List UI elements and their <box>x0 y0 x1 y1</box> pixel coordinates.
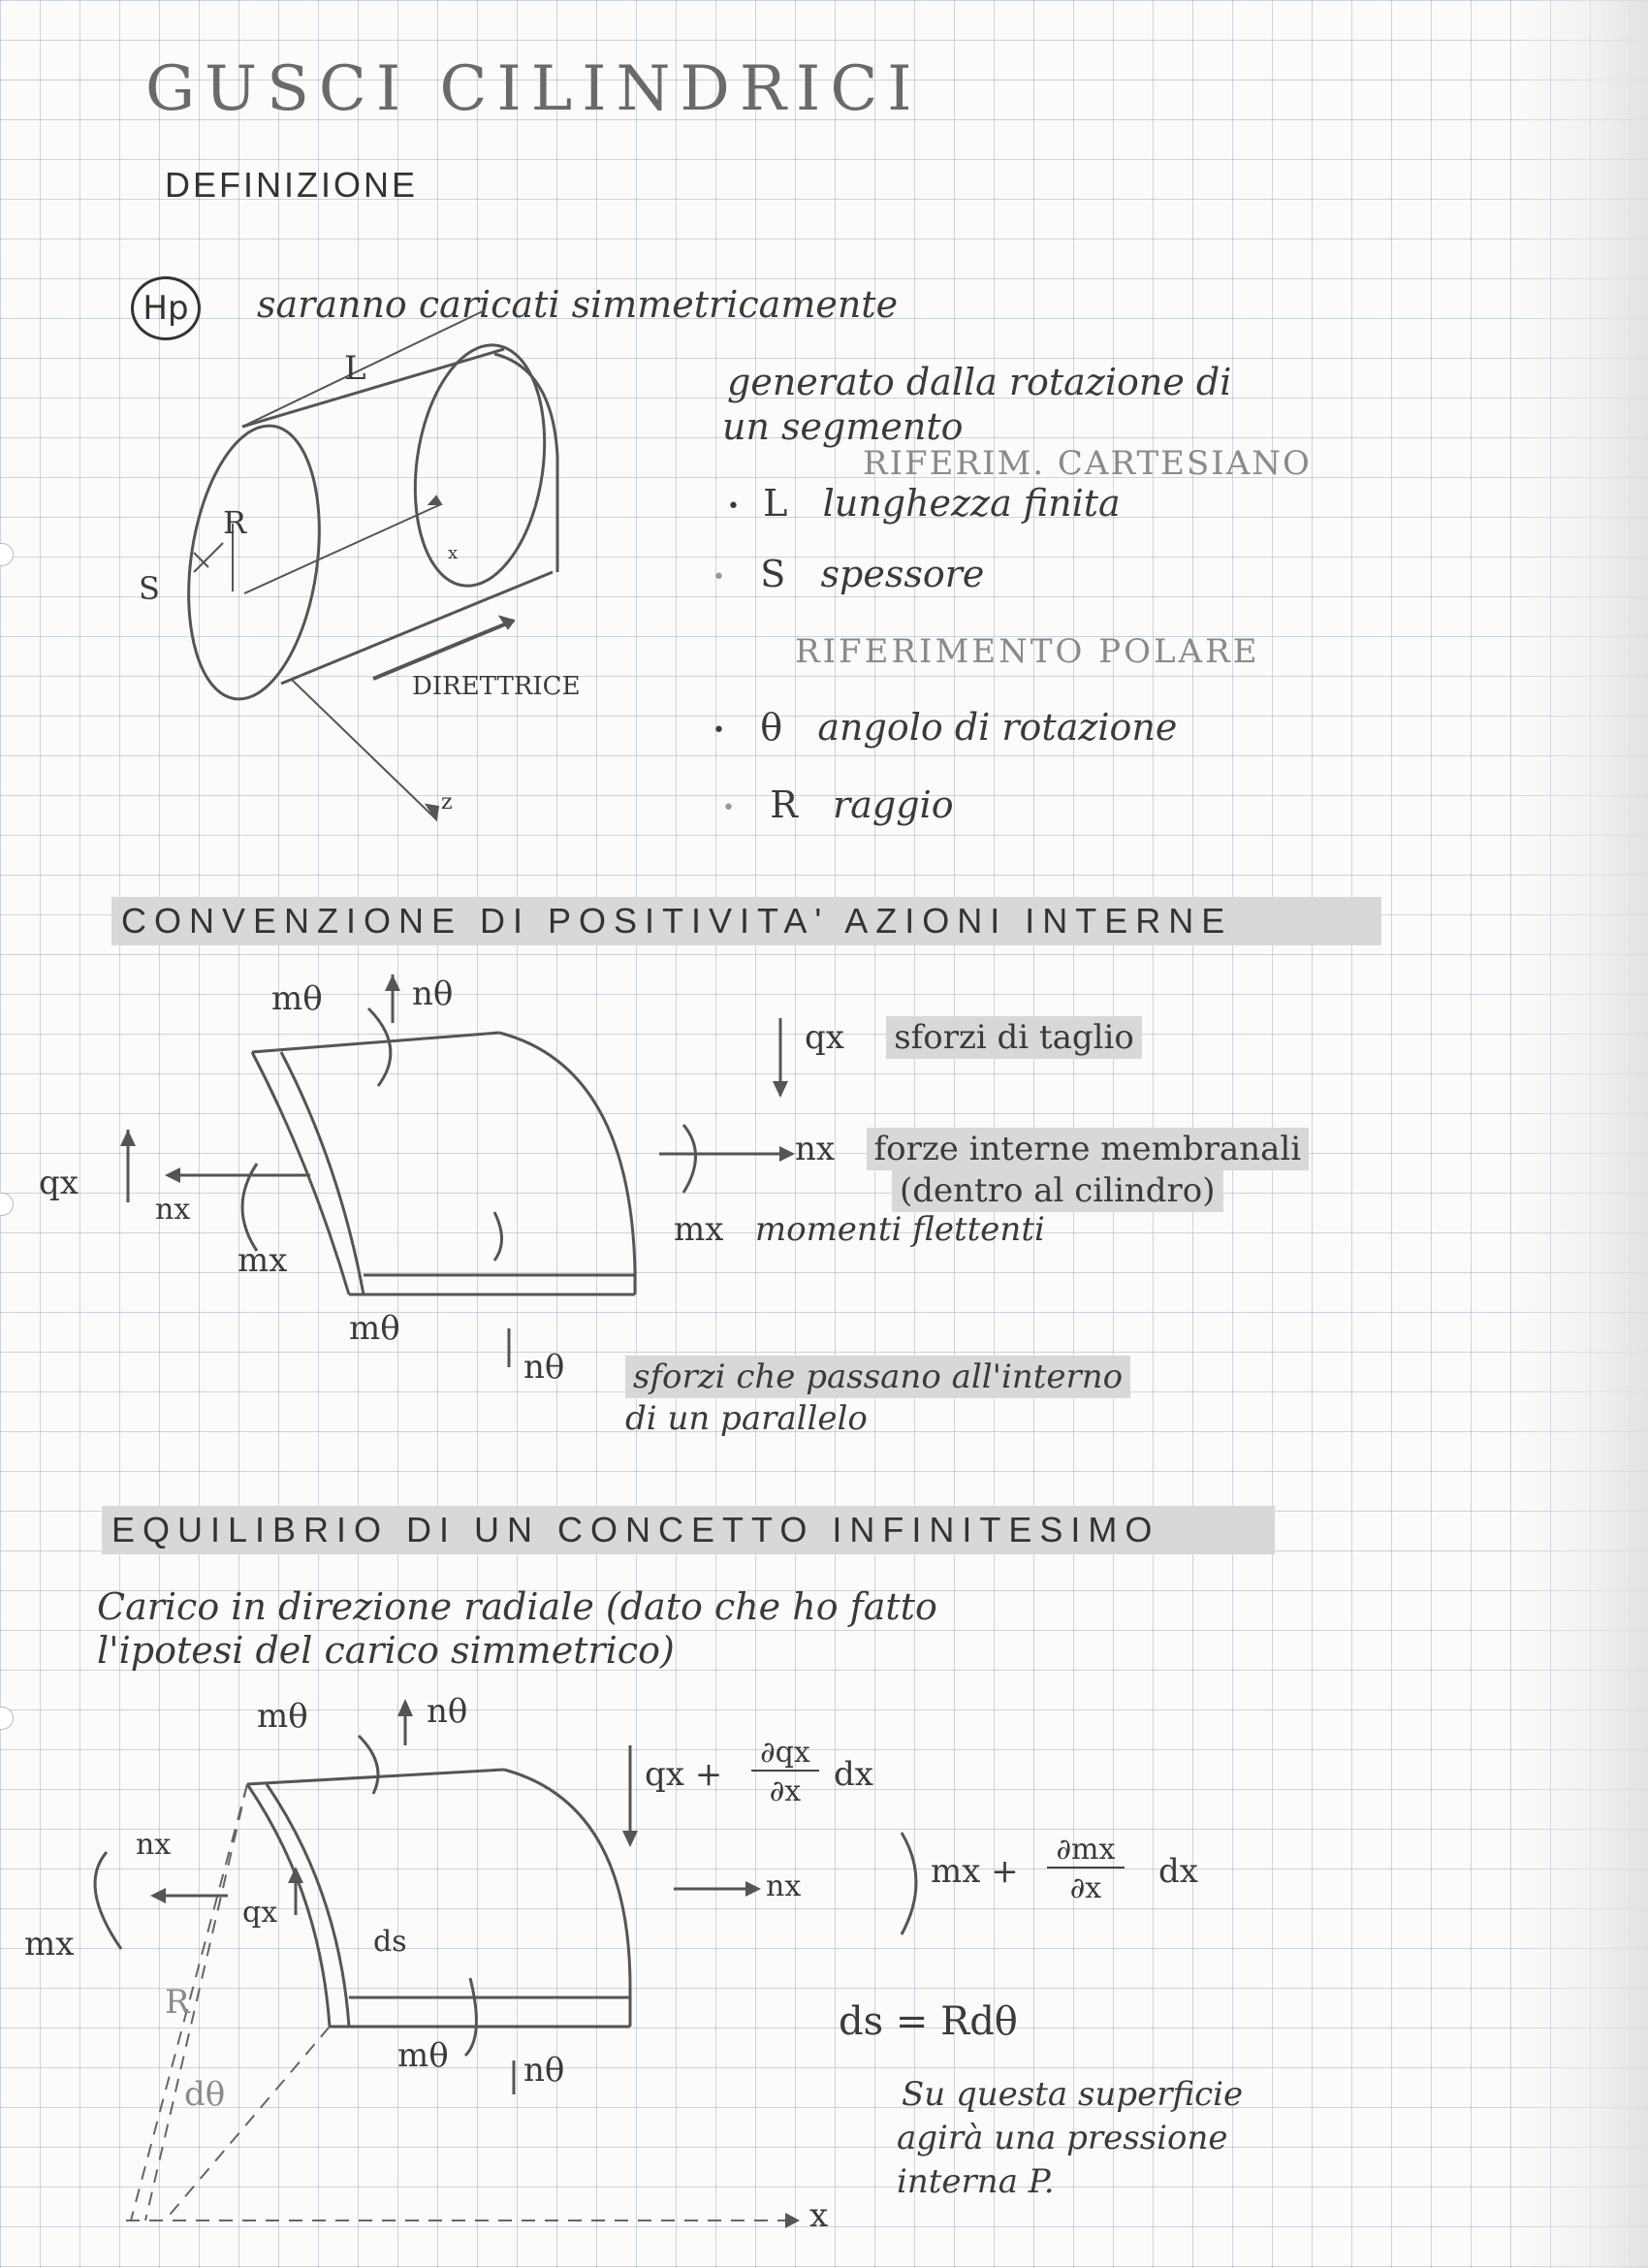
equilibrium-heading: EQUILIBRIO DI UN CONCETTO INFINITESIMO <box>102 1506 1275 1554</box>
legend-symbol: mx <box>674 1210 724 1249</box>
ds-formula: ds = Rdθ <box>839 1999 1018 2044</box>
legend-text: momenti flettenti <box>754 1210 1045 1249</box>
page-title: GUSCI CILINDRICI <box>145 53 922 125</box>
eq-dqx-num: ∂qx <box>751 1736 819 1772</box>
label-R: R <box>223 504 247 541</box>
equilibrium-intro-line1: Carico in direzione radiale (dato che ho fatto <box>97 1585 937 1628</box>
legend-text: forze interne membranali <box>867 1128 1310 1170</box>
legend-symbol: nx <box>795 1130 836 1168</box>
eq-dmx-den: ∂x <box>1069 1871 1102 1905</box>
eq-dqx-dx: dx <box>834 1755 873 1794</box>
legend-symbol: qx <box>805 1018 844 1057</box>
label-z: z <box>441 790 453 815</box>
conv-qx-left: qx <box>39 1164 79 1202</box>
eq-dqx-den: ∂x <box>769 1774 802 1808</box>
convention-heading: CONVENZIONE DI POSITIVITA' AZIONI INTERNE <box>111 897 1381 945</box>
conv-m-theta-top: mθ <box>271 979 323 1018</box>
eq-nx-right: nx <box>766 1869 802 1903</box>
n-theta-desc-line2: di un parallelo <box>625 1399 868 1438</box>
eq-dmx-num: ∂mx <box>1047 1833 1125 1869</box>
list-item-length: • L lunghezza finita <box>727 482 1121 525</box>
hp-badge: Hp <box>131 276 201 340</box>
cartesian-ref: RIFERIM. CARTESIANO <box>863 444 1312 483</box>
list-symbol: θ <box>760 706 783 749</box>
conv-n-theta-bottom: nθ <box>523 1348 565 1387</box>
eq-m-theta-top: mθ <box>257 1697 308 1736</box>
legend-text: (dentro al cilindro) <box>892 1169 1223 1212</box>
eq-qx-left: qx <box>242 1896 278 1930</box>
eq-mx-plus: mx + <box>931 1852 1019 1891</box>
pressure-line2: agirà una pressione <box>897 2119 1228 2157</box>
eq-n-theta-top: nθ <box>427 1692 468 1731</box>
n-theta-desc-line1: sforzi che passano all'interno <box>625 1358 1130 1396</box>
pressure-line1: Su questa superficie <box>902 2075 1244 2114</box>
list-text: angolo di rotazione <box>817 706 1178 749</box>
hp-text: saranno caricati simmetricamente <box>257 283 899 326</box>
generated-line1: generato dalla rotazione di <box>727 361 1232 403</box>
eq-R: R <box>165 1983 190 2022</box>
conv-m-theta-bottom: mθ <box>349 1309 400 1348</box>
eq-dmx-dx: dx <box>1158 1852 1198 1891</box>
label-L: L <box>344 349 366 388</box>
list-item-radius: • R raggio <box>722 783 954 826</box>
conv-n-theta-top: nθ <box>412 974 454 1013</box>
eq-ds: ds <box>373 1925 407 1959</box>
eq-qx-plus: qx + <box>645 1755 723 1794</box>
eq-n-theta-bottom: nθ <box>523 2051 565 2090</box>
eq-m-theta-bottom: mθ <box>397 2036 449 2075</box>
conv-nx-left: nx <box>155 1193 191 1227</box>
label-x: x <box>448 543 459 563</box>
list-symbol: S <box>760 553 786 595</box>
conv-mx-left: mx <box>238 1241 288 1280</box>
list-symbol: R <box>770 783 798 826</box>
list-item-thickness: • S spessore <box>713 553 985 595</box>
label-S: S <box>139 570 160 607</box>
label-direttrice: DIRETTRICE <box>412 672 581 701</box>
list-text: lunghezza finita <box>822 482 1121 525</box>
pressure-line3: interna P. <box>897 2162 1055 2201</box>
definition-heading: DEFINIZIONE <box>165 165 419 205</box>
list-text: raggio <box>833 783 954 826</box>
generated-line2: un segmento <box>722 405 964 448</box>
eq-nx-left: nx <box>136 1828 172 1862</box>
polar-ref: RIFERIMENTO POLARE <box>795 632 1260 671</box>
eq-mx-left: mx <box>24 1925 75 1964</box>
list-text: spessore <box>820 553 985 595</box>
eq-dtheta: dθ <box>184 2075 226 2114</box>
eq-x-axis: x <box>809 2196 829 2235</box>
list-item-angle: • θ angolo di rotazione <box>713 706 1178 749</box>
legend-text: sforzi di taglio <box>886 1016 1142 1059</box>
equilibrium-intro-line2: l'ipotesi del carico simmetrico) <box>97 1629 675 1672</box>
list-symbol: L <box>763 482 788 525</box>
